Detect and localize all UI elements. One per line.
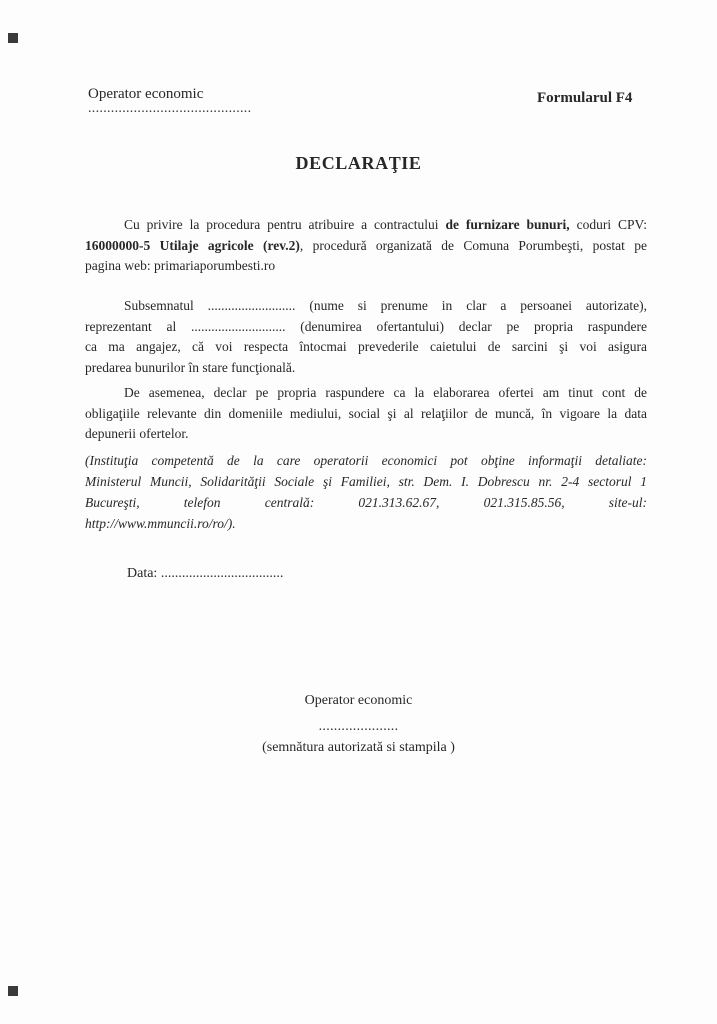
paragraph-line: obligaţiile relevante din domeniile mediului, social şi al relaţiilor de muncă, în vigoare la data xyxy=(85,405,647,421)
document-title: DECLARAŢIE xyxy=(295,153,422,173)
signature-caption: (semnătura autorizată si stampila ) xyxy=(262,740,455,755)
signature-fill-line: ..................... xyxy=(318,719,399,734)
paragraph-obligations xyxy=(85,383,647,445)
paragraph-line xyxy=(85,215,647,236)
operator-economic-fill-line: ........................................... xyxy=(88,101,252,116)
paragraph-contract xyxy=(85,215,647,277)
paragraph-text: , procedură organizată de Comuna Porumbeşti, postat pe xyxy=(299,237,647,253)
cpv-code-bold-text: 16000000-5 Utilaje agricole (rev.2) xyxy=(85,237,300,253)
paragraph-text: Cu privire la procedura pentru atribuire a contractului xyxy=(124,217,446,232)
form-number-label: Formularul F4 xyxy=(537,90,633,106)
note-line: (Instituţia competentă de la care operatorii economici pot obţine informaţii detaliate: xyxy=(85,453,647,468)
operator-economic-label: Operator economic xyxy=(88,86,204,102)
date-field xyxy=(127,566,283,582)
paragraph-bold-text: de furnizare bunuri, xyxy=(445,217,570,232)
scan-artifact-mark-top xyxy=(8,33,18,43)
paragraph-line: reprezentant al ............................ (denumirea ofertantului) declar pe propria raspundere xyxy=(85,318,647,334)
signature-operator-label: Operator economic xyxy=(304,693,413,708)
paragraph-line: ca ma angajez, că voi respecta întocmai prevederile caietului de sarcini şi voi asigura xyxy=(85,339,647,354)
note-line: http://www.mmuncii.ro/ro/). xyxy=(85,516,236,531)
scan-artifact-mark-bottom xyxy=(8,986,18,996)
paragraph-line: De asemenea, declar pe propria raspundere ca la elaborarea ofertei am tinut cont de xyxy=(124,385,647,400)
note-line: Bucureşti, telefon centrală: 021.313.62.67, 021.315.85.56, site-ul: xyxy=(85,495,647,510)
date-label: Data: xyxy=(127,566,161,581)
paragraph-line: pagina web: primariaporumbesti.ro xyxy=(85,258,276,273)
paragraph-line: Subsemnatul .......................... (nume si prenume in clar a persoanei autorizate), xyxy=(124,298,647,313)
paragraph-line xyxy=(85,236,647,257)
institution-note-italic xyxy=(85,450,647,534)
paragraph-declaration xyxy=(85,296,647,378)
date-fill-line: ................................... xyxy=(160,566,284,581)
note-line: Ministerul Muncii, Solidarităţii Sociale şi Familiei, str. Dem. I. Dobrescu nr. 2-4 sectorul 1 xyxy=(85,474,647,489)
paragraph-text: coduri CPV: xyxy=(569,217,647,232)
paragraph-line: predarea bunurilor în stare funcţională. xyxy=(85,359,296,375)
paragraph-line: depunerii ofertelor. xyxy=(85,426,189,441)
